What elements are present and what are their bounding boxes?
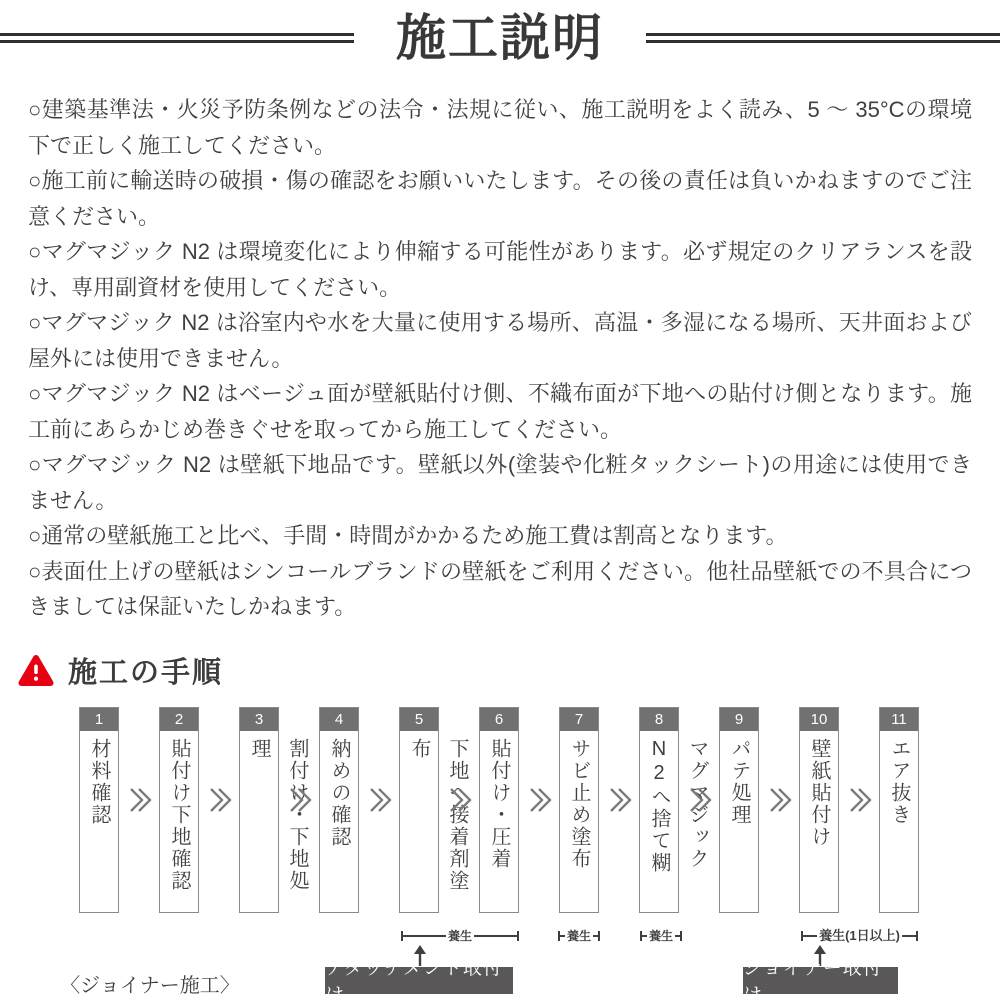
chevron-right-icon	[839, 783, 879, 817]
chevron-right-icon	[359, 783, 399, 817]
step-number: 10	[800, 708, 838, 731]
note-paragraph: ○マグマジック N2 はベージュ面が壁紙貼付け側、不織布面が下地への貼付け側となります。施工前にあらかじめ巻きぐせを取ってから施工してください。	[28, 381, 972, 442]
note-paragraph: ○施工前に輸送時の破損・傷の確認をお願いいたします。その後の責任は負いかねますのでご注意ください。	[28, 168, 973, 229]
step-number: 8	[640, 708, 678, 731]
curing-span-steps-5-6	[401, 929, 519, 943]
chevron-right-icon	[519, 783, 559, 817]
step-label: サビ止め塗布	[568, 737, 590, 870]
step-box-5	[399, 707, 468, 913]
chevron-right-icon	[439, 783, 479, 817]
step-box-3	[239, 707, 308, 913]
step-number: 3	[240, 708, 278, 731]
chevron-right-icon	[679, 783, 719, 817]
step-box-4	[319, 707, 359, 913]
chevron-right-icon	[759, 783, 799, 817]
chevron-right-icon	[199, 783, 239, 817]
step-number: 9	[720, 708, 758, 731]
step-label: マグマジックN2へ捨て糊	[648, 737, 708, 874]
note-paragraph: ○建築基準法・火災予防条例などの法令・法規に従い、施工説明をよく読み、5 ～ 35°Cの環境下で正しく施工してください。	[28, 97, 972, 158]
step-box-9	[719, 707, 759, 913]
step-number: 2	[160, 708, 198, 731]
curing-span-step-7	[558, 929, 600, 943]
step-label: 材料確認	[88, 737, 110, 826]
step-label: エア抜き	[888, 737, 910, 826]
procedure-section-header	[0, 651, 1000, 691]
warning-triangle-icon	[18, 654, 54, 687]
step-box-2	[159, 707, 199, 913]
curing-span-steps-10-11	[801, 929, 918, 943]
step-label: 壁紙貼付け	[808, 737, 830, 848]
step-number: 1	[80, 708, 118, 731]
step-label: 貼付け下地確認	[168, 737, 190, 892]
step-box-7	[559, 707, 599, 913]
note-paragraph: ○表面仕上げの壁紙はシンコールブランドの壁紙をご利用ください。他社品壁紙での不具合につきましては保証いたしかねます。	[28, 558, 972, 619]
procedure-heading: 施工の手順	[68, 657, 224, 689]
note-paragraph: ○マグマジック N2 は環境変化により伸縮する可能性があります。必ず規定のクリアランスを設け、専用副資材を使用してください。	[28, 239, 972, 300]
step-box-8	[639, 707, 708, 913]
step-box-11	[879, 707, 919, 913]
step-number: 4	[320, 708, 358, 731]
step-label: パテ処理	[728, 737, 750, 826]
step-label: 割付け・下地処理	[248, 737, 308, 892]
joiner-method-note: 〈ジョイナー施工〉	[60, 974, 240, 997]
note-paragraph: ○通常の壁紙施工と比べ、手間・時間がかかるため施工費は割高となります。	[28, 523, 788, 548]
page-title: 施工説明	[396, 10, 604, 66]
title-bar	[0, 0, 1000, 70]
step-number: 5	[400, 708, 438, 731]
title-rule-left	[0, 33, 354, 43]
step-label: 納めの確認	[328, 737, 350, 848]
step-box-1	[79, 707, 119, 913]
step-box-10	[799, 707, 839, 913]
curing-span-step-8	[640, 929, 682, 943]
note-paragraph: ○マグマジック N2 は壁紙下地品です。壁紙以外(塗装や化粧タックシート)の用途には使用できません。	[28, 452, 972, 513]
step-label: 貼付け・圧着	[488, 737, 510, 870]
note-paragraph: ○マグマジック N2 は浴室内や水を大量に使用する場所、高温・多湿になる場所、天井面および屋外には使用できません。	[28, 310, 972, 371]
curing-label: 養生	[567, 928, 592, 943]
attachment-install-label: アタッチメント取付け	[325, 967, 513, 994]
chevron-right-icon	[119, 783, 159, 817]
joiner-install-label: ジョイナー取付け	[743, 967, 898, 994]
title-rule-right	[646, 33, 1000, 43]
curing-label: 養生	[649, 928, 674, 943]
step-box-6	[479, 707, 519, 913]
curing-label: 養生(1日以上)	[819, 928, 900, 943]
chevron-right-icon	[599, 783, 639, 817]
curing-label: 養生	[448, 928, 473, 943]
chevron-right-icon	[279, 783, 319, 817]
procedure-flowchart	[0, 707, 1000, 1006]
step-number: 7	[560, 708, 598, 731]
instruction-notes	[0, 92, 1000, 625]
step-label: 下地へ接着剤塗布	[408, 737, 468, 892]
step-number: 11	[880, 708, 918, 731]
step-number: 6	[480, 708, 518, 731]
